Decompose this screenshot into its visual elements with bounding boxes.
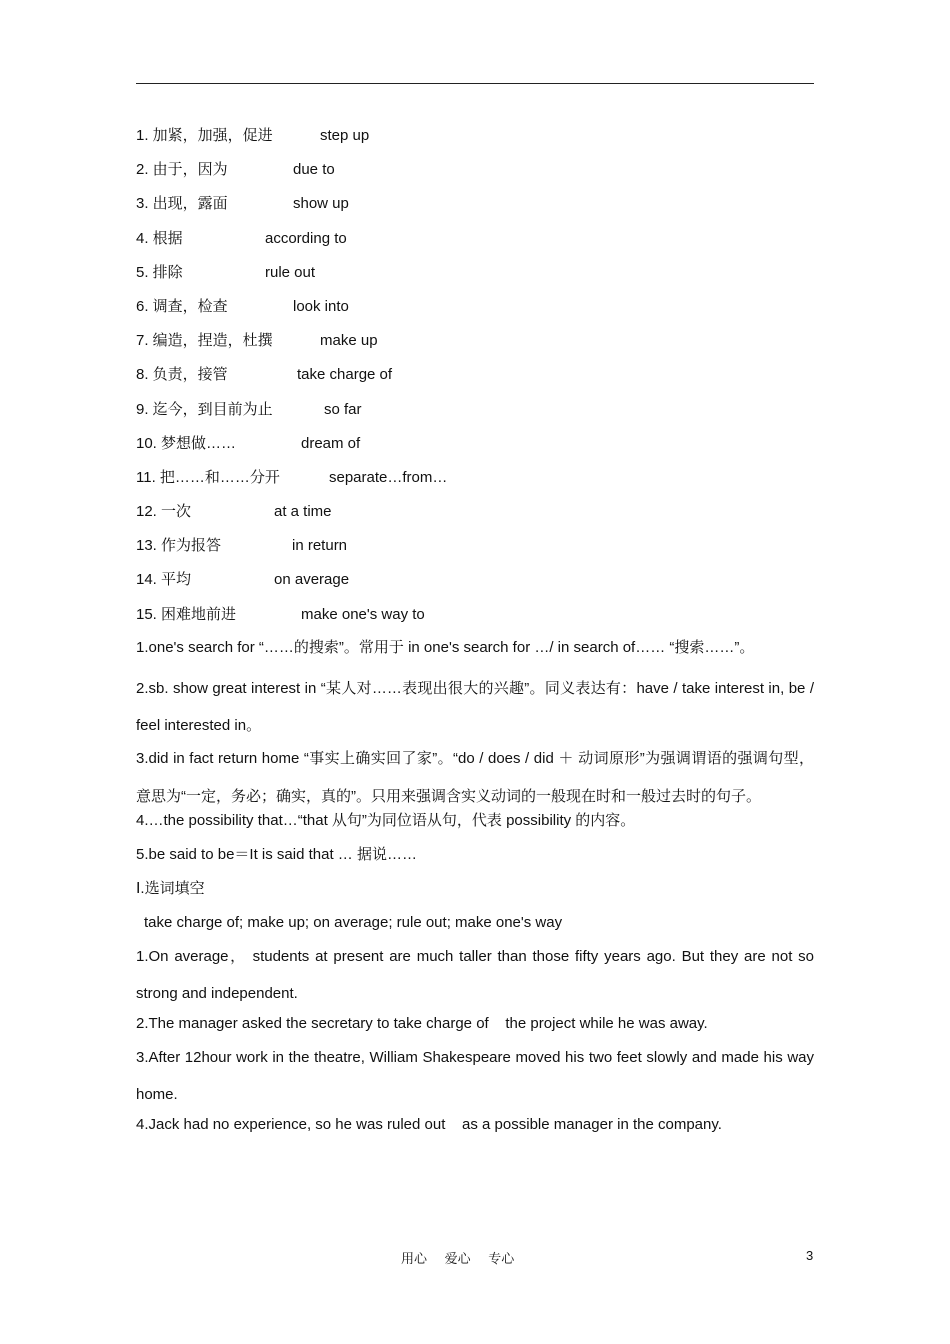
vocab-item [136,227,816,261]
vocab-english: on average [274,571,350,589]
vocab-chinese: 15. 困难地前进 [136,605,237,623]
page-number: 3 [806,1248,814,1263]
header-rule [136,83,814,84]
note-3: 3.did in fact return home “事实上确实回了家”。“do / does / did ＋ 动词原形”为强调谓语的强调句型，意思为“一定，务必；确实，真的”。只用来强调含实义动词的一般现在时和一般过去时的句子。 [136,750,814,805]
vocab-chinese: 6. 调查，检查 [136,297,228,315]
vocab-english: due to [293,161,335,179]
vocab-english: in return [292,537,348,555]
exercise-question-4: 4.Jack had no experience, so he was ruled out as a possible manager in the company. [136,1116,722,1133]
vocab-item [136,432,816,466]
note-5: 5.be said to be＝It is said that … 据说…… [136,846,417,863]
vocabulary-list [136,124,816,637]
vocab-item [136,466,816,500]
vocab-item [136,568,816,602]
footer-word: 专心 [488,1251,515,1266]
vocab-english: rule out [265,263,316,281]
exercise-question-3: 3.After 12hour work in the theatre, William Shakespeare moved his two feet slowly and made his way home. [136,1049,814,1103]
exercise-question-2: 2.The manager asked the secretary to take charge of the project while he was away. [136,1015,708,1032]
note-1: 1.one's search for “……的搜索”。常用于 in one's search for …/ in search of…… “搜索……”。 [136,639,755,656]
word-bank: take charge of; make up; on average; rule out; make one's way [144,914,563,931]
vocab-english: dream of [301,434,361,452]
vocab-item [136,124,816,158]
note-4: 4.…the possibility that…“that 从句”为同位语从句，代表 possibility 的内容。 [136,812,636,829]
vocab-item [136,534,816,568]
vocab-item [136,500,816,534]
vocab-item [136,329,816,363]
vocab-chinese: 11. 把……和……分开 [136,468,280,486]
vocab-english: according to [265,229,347,247]
note-2: 2.sb. show great interest in “某人对……表现出很大的兴趣”。同义表达有：have / take interest in, be / feel interested in。 [136,680,814,734]
vocab-english: look into [293,297,349,315]
vocab-chinese: 9. 迄今，到目前为止 [136,400,273,418]
vocab-english: take charge of [297,366,393,384]
notes-and-exercises [136,636,814,1147]
footer-motto [401,1248,528,1267]
vocab-chinese: 8. 负责，接管 [136,366,228,384]
vocab-item [136,192,816,226]
vocab-chinese: 4. 根据 [136,229,183,247]
vocab-item [136,261,816,295]
vocab-english: show up [293,195,349,213]
vocab-chinese: 5. 排除 [136,263,183,281]
exercise-heading: Ⅰ.选词填空 [136,880,205,897]
vocab-item [136,398,816,432]
vocab-item [136,158,816,192]
vocab-item [136,363,816,397]
vocab-chinese: 3. 出现，露面 [136,195,228,213]
vocab-english: at a time [274,503,332,521]
vocab-chinese: 2. 由于，因为 [136,161,228,179]
vocab-english: separate…from… [329,468,448,486]
vocab-english: step up [320,127,370,144]
exercise-question-1: 1.On average， students at present are much taller than those fifty years ago. But they are not so strong and independent. [136,948,814,1002]
footer-word: 爱心 [444,1251,471,1266]
vocab-english: make up [320,332,378,350]
vocab-english: make one's way to [301,605,425,623]
vocab-chinese: 12. 一次 [136,503,192,521]
vocab-chinese: 10. 梦想做…… [136,434,237,452]
vocab-item [136,603,816,637]
vocab-english: so far [324,400,362,418]
vocab-chinese: 13. 作为报答 [136,537,222,555]
footer-word: 用心 [401,1251,428,1266]
vocab-chinese: 7. 编造，捏造，杜撰 [136,332,273,350]
vocab-item [136,295,816,329]
vocab-chinese: 1. 加紧，加强，促进 [136,127,273,144]
vocab-chinese: 14. 平均 [136,571,192,589]
